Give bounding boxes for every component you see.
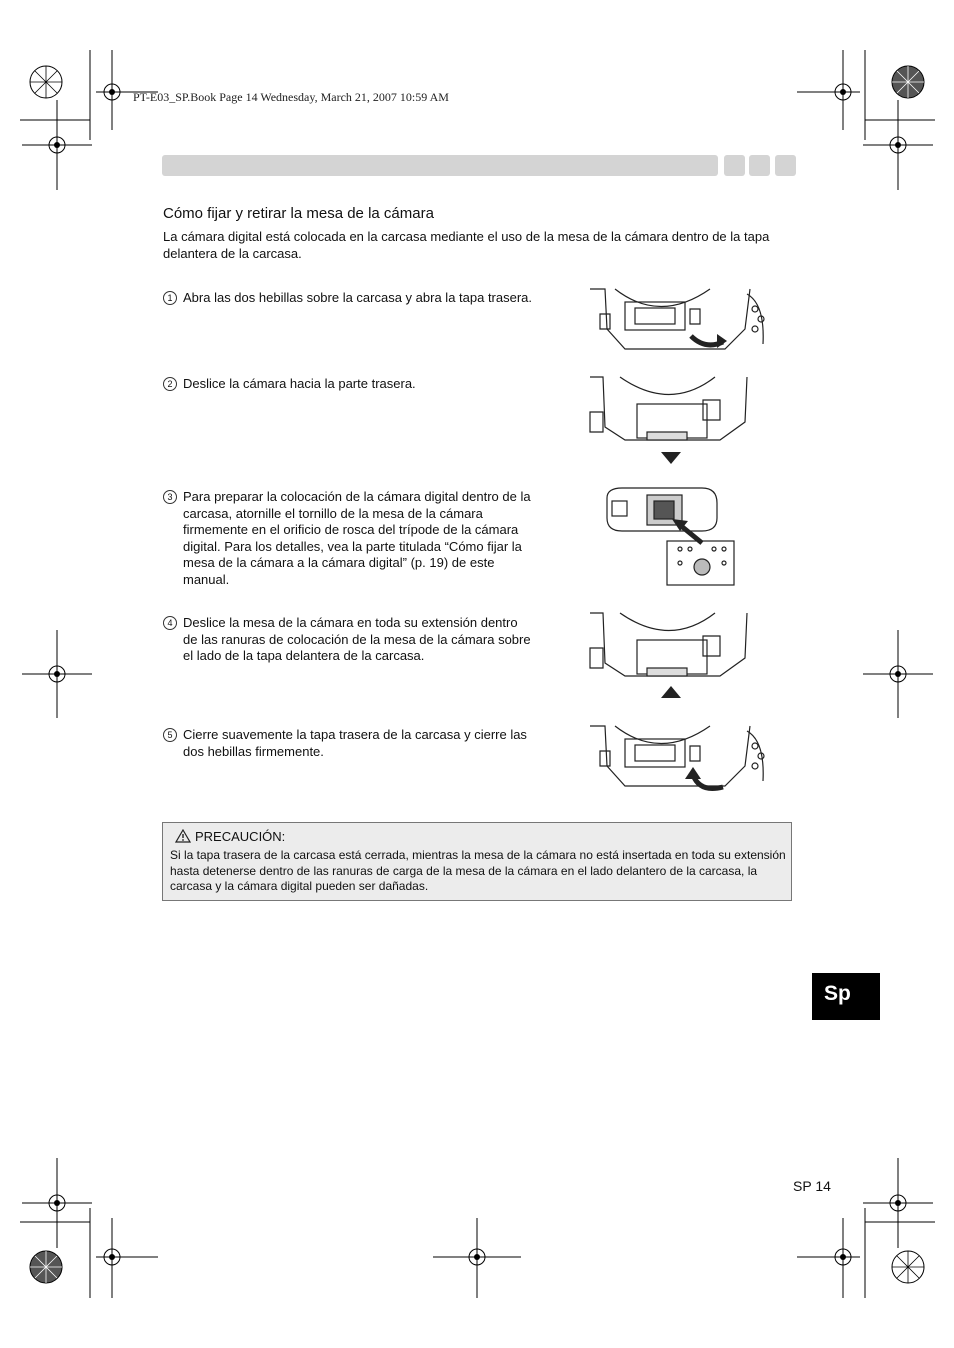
caution-heading: [175, 829, 285, 844]
step-3: [163, 489, 533, 588]
header-square-2: [749, 155, 770, 176]
header-square-3: [775, 155, 796, 176]
step-text: Abra las dos hebillas sobre la carcasa y abra la tapa trasera.: [183, 290, 533, 305]
language-tab: [812, 973, 880, 1020]
step-number: 5: [163, 728, 177, 742]
step-number: 1: [163, 291, 177, 305]
language-tab-label: Sp: [824, 982, 851, 1005]
step-2: [163, 376, 533, 393]
step-number: 4: [163, 616, 177, 630]
header-square-1: [724, 155, 745, 176]
step-number: 2: [163, 377, 177, 391]
print-header-line: PT-E03_SP.Book Page 14 Wednesday, March 21, 2007 10:59 AM: [133, 90, 449, 104]
step-number: 3: [163, 490, 177, 504]
warning-triangle-icon: [175, 829, 191, 843]
caution-body: Si la tapa trasera de la carcasa está cerrada, mientras la mesa de la cámara no está insertada en toda su extensión hasta detenerse dentro de las ranuras de carga de la mesa de la cámara en el lado delantero de la carcasa, la carcasa y la cámara digital pueden ser dañadas.: [170, 848, 786, 893]
step-1-illustration: [585, 284, 770, 356]
caution-box: [162, 822, 792, 901]
step-3-illustration: [602, 483, 742, 588]
step-text: Cierre suavemente la tapa trasera de la carcasa y cierre las dos hebillas firmemente.: [183, 727, 527, 759]
step-2-illustration: [585, 372, 755, 467]
step-5: [163, 727, 533, 760]
step-text: Deslice la cámara hacia la parte trasera.: [183, 376, 416, 391]
step-1: [163, 290, 533, 307]
header-bar: [162, 155, 718, 176]
caution-title: PRECAUCIÓN:: [195, 829, 286, 844]
step-text: Deslice la mesa de la cámara en toda su extensión dentro de las ranuras de colocación de la mesa de la cámara sobre el lado de la tapa delantera de la carcasa.: [183, 615, 531, 663]
step-text: Para preparar la colocación de la cámara digital dentro de la carcasa, atornille el tornillo de la mesa de la cámara firmemente en el orificio de rosca del trípode de la cámara digital. Para los detalles, vea la parte titulada “Cómo fijar la mesa de la cámara a la cámara digital” (p. 19) de este manual.: [183, 489, 531, 587]
step-5-illustration: [585, 721, 770, 793]
page-number: SP 14: [793, 1178, 831, 1194]
section-title: Cómo fijar y retirar la mesa de la cámara: [163, 205, 434, 222]
step-4-illustration: [585, 608, 755, 703]
step-4: [163, 615, 533, 665]
section-intro: La cámara digital está colocada en la carcasa mediante el uso de la mesa de la cámara dentro de la tapa delantera de la carcasa.: [163, 229, 770, 261]
